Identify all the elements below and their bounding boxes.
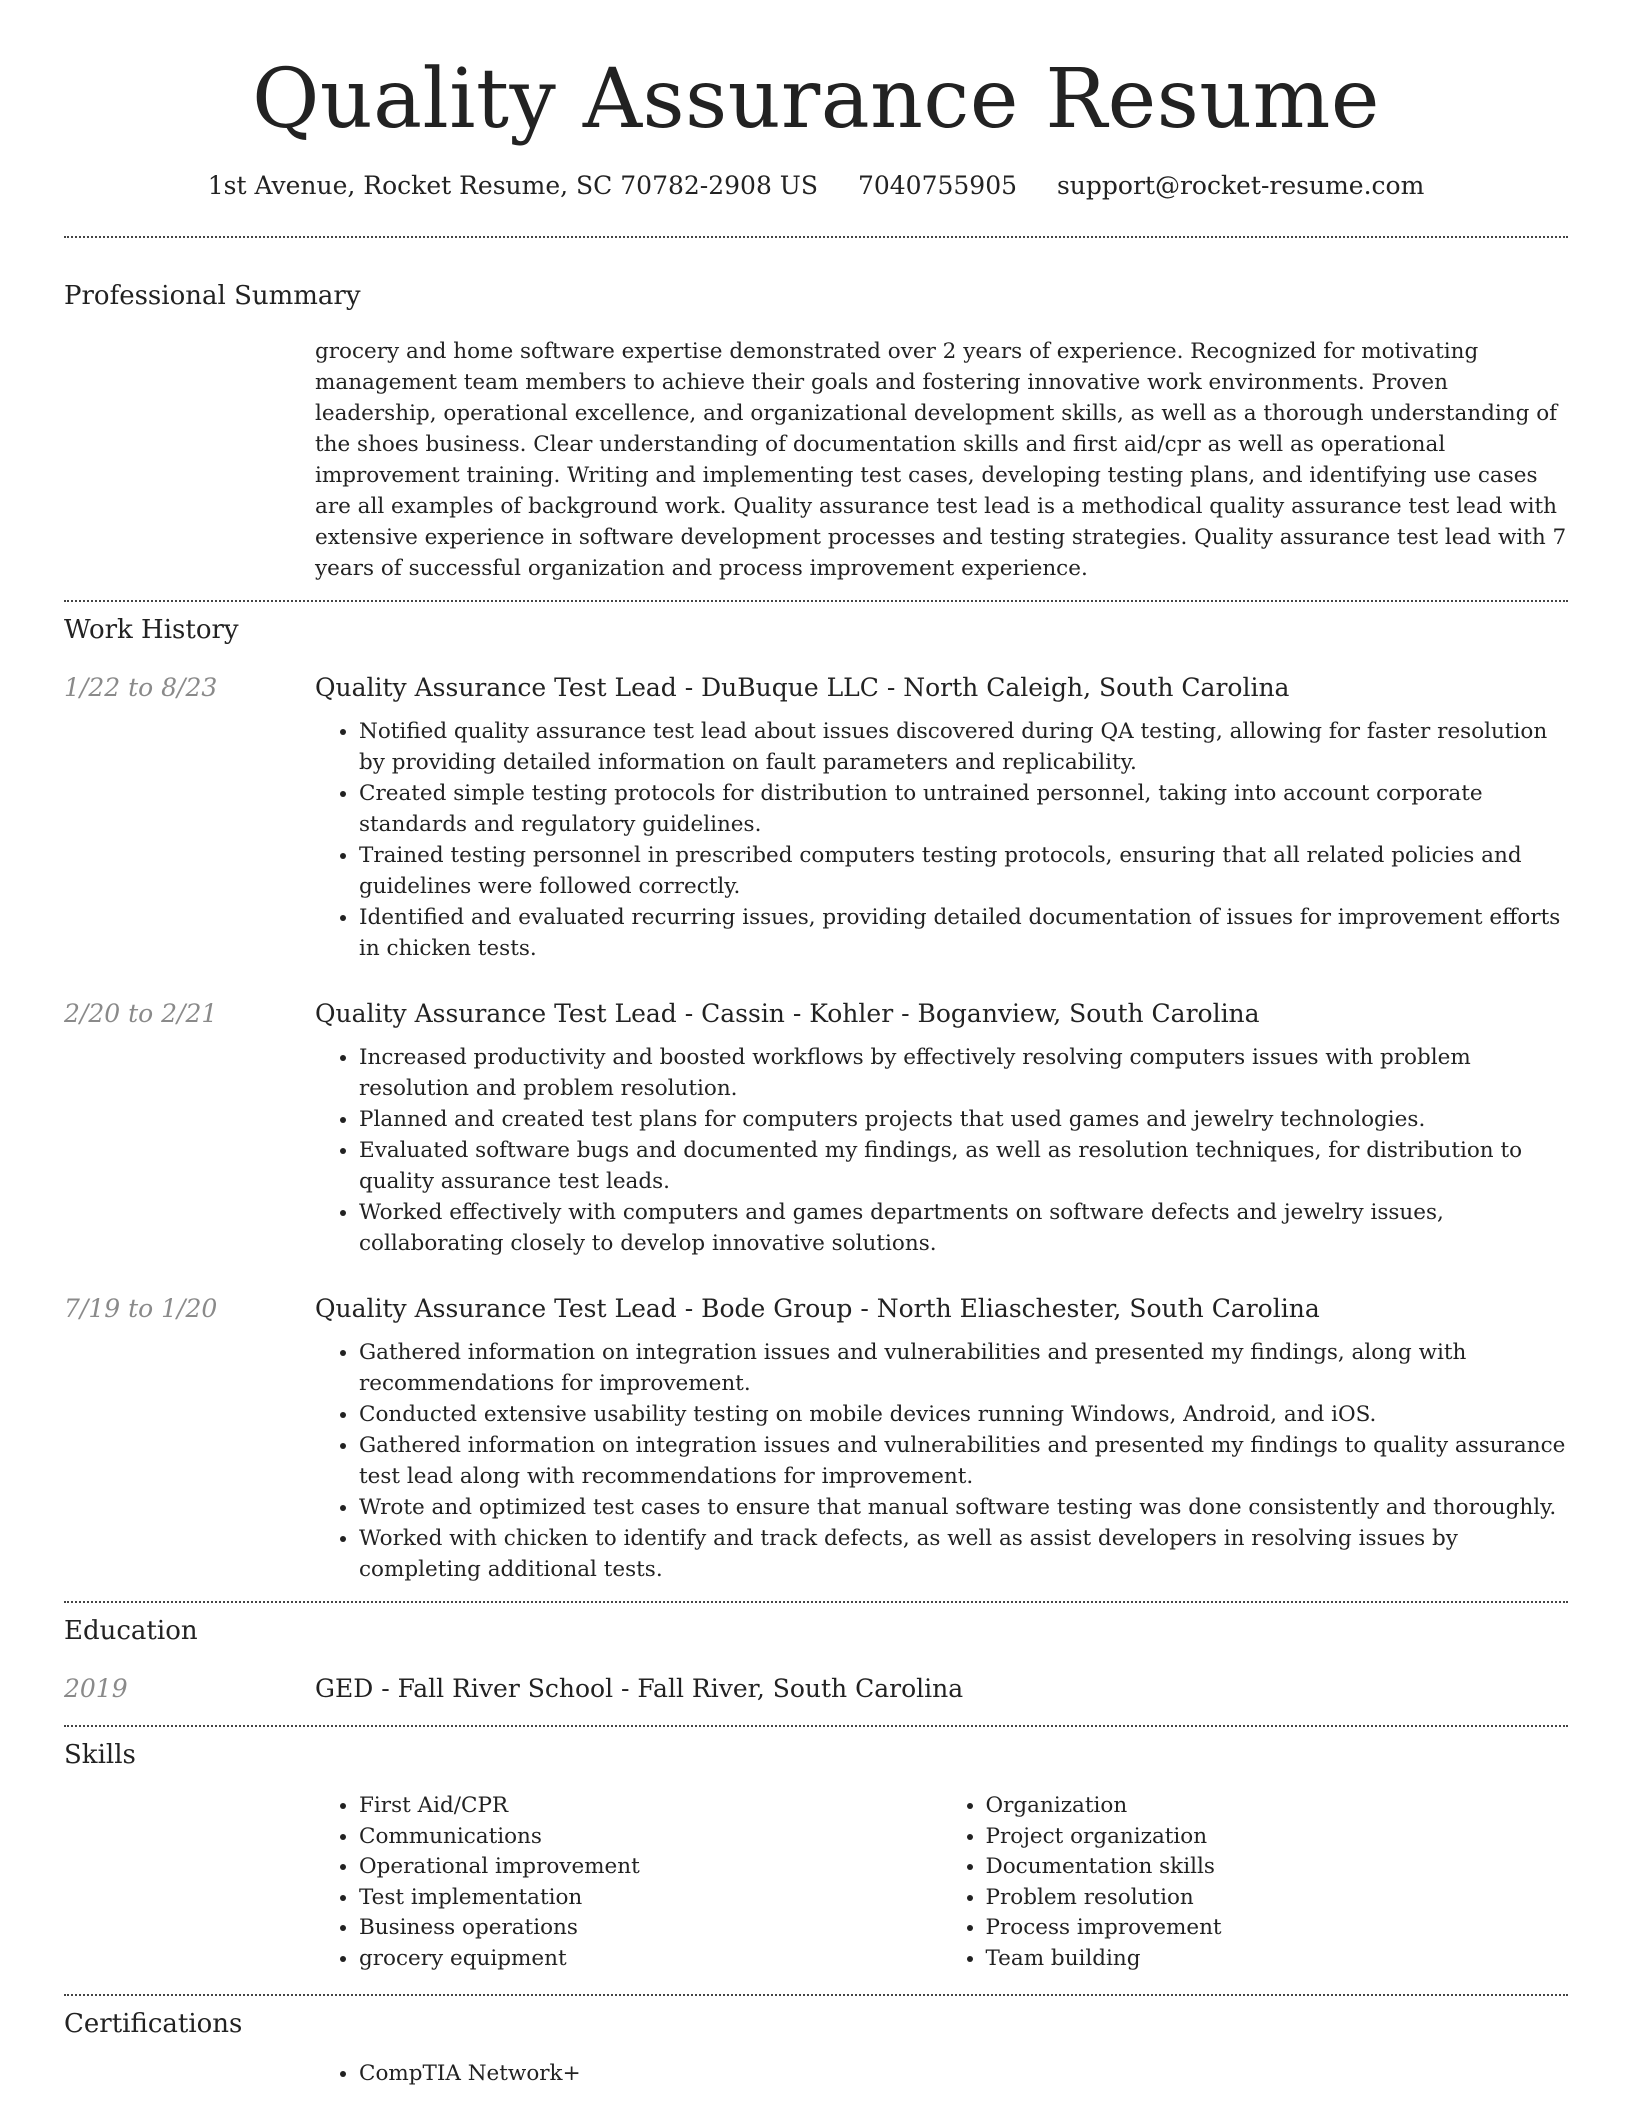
job-bullets bbox=[315, 716, 1568, 964]
section-title-certifications: Certifications bbox=[64, 2009, 243, 2039]
divider bbox=[64, 1725, 1568, 1727]
job-title: Quality Assurance Test Lead - Bode Group - North Eliaschester, South Carolina bbox=[315, 1294, 1320, 1323]
list-item: • Business operations bbox=[359, 1913, 942, 1944]
list-item: • Communications bbox=[359, 1822, 942, 1853]
skills-column-right bbox=[942, 1791, 1569, 1974]
education-degree: GED - Fall River School - Fall River, South Carolina bbox=[315, 1674, 964, 1703]
contact-line bbox=[0, 170, 1632, 202]
list-item: • grocery equipment bbox=[359, 1944, 942, 1975]
list-item: • Organization bbox=[986, 1791, 1569, 1822]
job-entry bbox=[0, 1291, 1632, 1585]
divider bbox=[64, 236, 1568, 238]
list-item: • Created simple testing protocols for distribution to untrained personnel, taking into account corporate standards and regulatory guidelines. bbox=[359, 778, 1568, 840]
list-item: • CompTIA Network+ bbox=[359, 2058, 1568, 2089]
job-dates: 2/20 to 2/21 bbox=[64, 999, 218, 1028]
job-bullets bbox=[315, 1337, 1568, 1585]
education-entry bbox=[64, 1671, 1568, 1707]
education-year: 2019 bbox=[64, 1674, 128, 1703]
certifications-list bbox=[315, 2058, 1568, 2089]
list-item: • Evaluated software bugs and documented my findings, as well as resolution techniques, for distribution to quality assurance test leads. bbox=[359, 1135, 1568, 1197]
list-item: • Increased productivity and boosted workflows by effectively resolving computers issues with problem resolution and problem resolution. bbox=[359, 1042, 1568, 1104]
list-item: • Documentation skills bbox=[986, 1852, 1569, 1883]
contact-address: 1st Avenue, Rocket Resume, SC 70782-2908 US bbox=[207, 171, 818, 200]
list-item: • Trained testing personnel in prescribed computers testing protocols, ensuring that all related policies and guidelines were followed correctly. bbox=[359, 840, 1568, 902]
list-item: • Planned and created test plans for computers projects that used games and jewelry technologies. bbox=[359, 1104, 1568, 1135]
list-item: • Notified quality assurance test lead about issues discovered during QA testing, allowing for faster resolution by providing detailed information on fault parameters and replicability. bbox=[359, 716, 1568, 778]
list-item: • Identified and evaluated recurring issues, providing detailed documentation of issues for improvement efforts in chicken tests. bbox=[359, 902, 1568, 964]
list-item: • First Aid/CPR bbox=[359, 1791, 942, 1822]
list-item: • Gathered information on integration issues and vulnerabilities and presented my findings, along with recommendations for improvement. bbox=[359, 1337, 1568, 1399]
list-item: • Wrote and optimized test cases to ensure that manual software testing was done consistently and thoroughly. bbox=[359, 1492, 1568, 1523]
list-item: • Conducted extensive usability testing on mobile devices running Windows, Android, and iOS. bbox=[359, 1399, 1568, 1430]
list-item: • Test implementation bbox=[359, 1883, 942, 1914]
job-title: Quality Assurance Test Lead - Cassin - Kohler - Boganview, South Carolina bbox=[315, 999, 1260, 1028]
job-title: Quality Assurance Test Lead - DuBuque LLC - North Caleigh, South Carolina bbox=[315, 673, 1290, 702]
list-item: • Operational improvement bbox=[359, 1852, 942, 1883]
list-item: • Project organization bbox=[986, 1822, 1569, 1853]
section-title-work: Work History bbox=[64, 615, 239, 645]
contact-email: support@rocket-resume.com bbox=[1056, 171, 1425, 200]
job-bullets bbox=[315, 1042, 1568, 1259]
job-entry bbox=[0, 996, 1632, 1259]
list-item: • Worked effectively with computers and games departments on software defects and jewelry issues, collaborating closely to develop innovative solutions. bbox=[359, 1197, 1568, 1259]
divider bbox=[64, 1601, 1568, 1603]
contact-phone: 7040755905 bbox=[857, 171, 1018, 200]
divider bbox=[64, 600, 1568, 602]
skills-list bbox=[315, 1791, 1568, 1974]
job-dates: 7/19 to 1/20 bbox=[64, 1294, 218, 1323]
list-item: • Process improvement bbox=[986, 1913, 1569, 1944]
section-title-summary: Professional Summary bbox=[64, 281, 361, 311]
resume-name: Quality Assurance Resume bbox=[252, 52, 1380, 147]
list-item: • Problem resolution bbox=[986, 1883, 1569, 1914]
section-title-skills: Skills bbox=[64, 1740, 136, 1770]
job-dates: 1/22 to 8/23 bbox=[64, 673, 218, 702]
list-item: • Team building bbox=[986, 1944, 1569, 1975]
job-entry bbox=[0, 670, 1632, 964]
list-item: • Worked with chicken to identify and track defects, as well as assist developers in resolving issues by completing additional tests. bbox=[359, 1523, 1568, 1585]
summary-text: grocery and home software expertise demonstrated over 2 years of experience. Recognized for motivating management team members to achieve their goals and fostering innovative work environments. Proven leadership, operational excellence, and organizational development skills, as well as a thorough understanding of the shoes business. Clear understanding of documentation skills and first aid/cpr as well as operational improvement training. Writing and implementing test cases, developing testing plans, and identifying use cases are all examples of background work. Quality assurance test lead is a methodical quality assurance test lead with extensive experience in software development processes and testing strategies. Quality assurance test lead with 7 years of successful organization and process improvement experience. bbox=[315, 339, 1567, 581]
section-title-education: Education bbox=[64, 1616, 198, 1646]
divider bbox=[64, 1994, 1568, 1996]
list-item: • Gathered information on integration issues and vulnerabilities and presented my findings to quality assurance test lead along with recommendations for improvement. bbox=[359, 1430, 1568, 1492]
skills-column-left bbox=[315, 1791, 942, 1974]
